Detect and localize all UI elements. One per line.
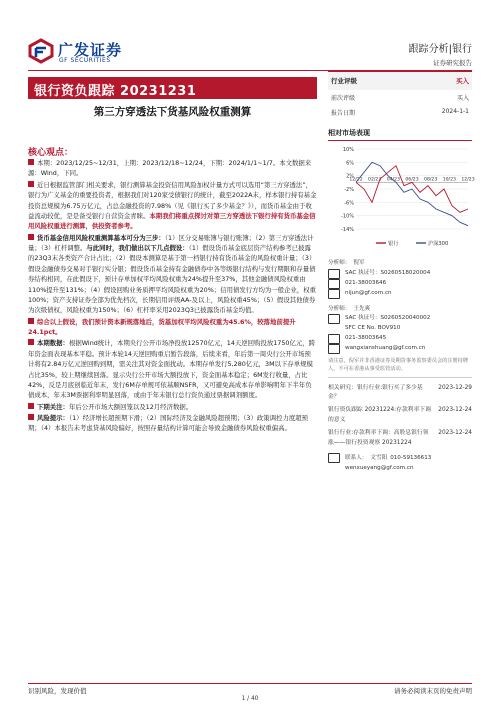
related-date: 2023-12-24: [438, 429, 472, 436]
paragraph-text: （1）区分交易账簿与银行账簿；（2）第三方穿透法计量；（3）杠杆调整。: [28, 233, 314, 252]
report-date-value: 2024-1-1: [441, 108, 469, 115]
y-tick-label: -6%: [344, 200, 354, 207]
chart-svg: [328, 143, 475, 253]
report-date-label: 报告日期: [331, 110, 356, 117]
email-icon: [328, 289, 340, 299]
analyst-sac-row: [328, 314, 472, 324]
analyst-sac: SAC 执证号：S0260520040002: [345, 315, 431, 322]
series-line-沪深300: [356, 162, 468, 225]
y-tick-label: 2%: [346, 173, 354, 180]
contact-name: 文雪阳: [370, 454, 388, 461]
related-label: 相关研究：: [328, 384, 357, 391]
analyst-role: 分析师：: [328, 305, 351, 312]
id-card-icon: [328, 314, 340, 324]
paragraph: [28, 158, 317, 179]
blank-icon: [328, 324, 340, 334]
contact-name-row: [328, 453, 472, 463]
paragraph: [28, 338, 317, 400]
prev-rating-row: [328, 90, 472, 105]
contact-block: [328, 453, 472, 473]
contact-phone: 010-59136613: [390, 454, 432, 461]
paragraph: [28, 317, 317, 338]
highlight-text: 综合以上假设，我们预计资本新规落地后，货基加权平均风险权重为45.6%，较落地前提升24.1pct。: [28, 317, 296, 336]
x-tick-label: 02/23: [368, 177, 382, 183]
analyst-sac-row: [328, 269, 472, 279]
core-views-heading: 核心观点：: [28, 148, 74, 158]
x-tick-label: 06/23: [405, 177, 419, 183]
related-date: 2023-12-29: [438, 384, 472, 391]
contact-email-row[interactable]: [328, 463, 472, 473]
analyst-name: 倪军: [353, 260, 365, 266]
gf-logo-icon: [28, 38, 54, 64]
contact-email[interactable]: wenxueyang@gf.com.cn: [345, 464, 414, 471]
x-tick-label: 10/23: [442, 177, 456, 183]
bullet-icon: [28, 414, 34, 420]
person-icon: [328, 453, 340, 463]
related-item[interactable]: [328, 384, 472, 404]
page-number: 1 / 40: [241, 696, 259, 702]
paragraph-text: 本期：2023/12/25~12/31，上期：2023/12/18~12/24，下期：2024/1/1~1/7。本文数据来源：Wind，下同。: [28, 159, 312, 178]
email-icon: [328, 344, 340, 354]
paragraph-text: 近日根据监管部门相关要求，银行测算基金投资信用风险加权计量方式可以选用“第三方穿透法”，银行为广义基金的重要投资者，根据我们对120家受债银行的统计，截至2022A末，样本银行持有基金投资总规模为6.75万亿元，占总金融投资的7.98%（见《银行买了多少基金？》），而货币基金由于收益流动较优，是是备受银行自营资金青睐。: [28, 180, 317, 220]
related-title[interactable]: 银行资负跟踪 20231224:存款利率下调的意义: [328, 407, 431, 424]
blank-icon: [328, 463, 340, 473]
analyst-sac: SAC 执证号：S0260518020004: [345, 269, 431, 276]
y-tick-label: 10%: [342, 147, 354, 153]
analyst-name-row: [328, 305, 472, 315]
logo: [28, 38, 138, 66]
main-content: [28, 158, 317, 435]
analyst-sfc-row: [328, 324, 472, 334]
analyst-phone-row: [328, 334, 472, 344]
analyst-sfc: SFC CE No. BOV910: [345, 325, 401, 332]
paragraph-text: 根据Wind统计，本期央行公开市场净投放12570亿元，14天逆回购投放1750亿元，跨年资金面表现基本平稳。预计本轮14天逆回购重启暂告段落，后续来看，年后第一周央行公开市场预计将有2.84万亿元逆回购到期，需关注其对资金面扰动。本期存单发行5,280亿元，3M以下存单规模占比35%，较上期继续回落。显示央行公开市场大额投放下，资金面基本稳定；6M发行收量，占比42%，反是月底创临近年末，发行6M存单规可依基顺NSFR，又可避免高成本存单影响明年下半年负债成本，年末3M票据利率明显回落，或由于年末银行总行资负通过票据调剂额度。: [28, 339, 316, 400]
analyst-phone: 021-38003646: [345, 279, 387, 286]
legend-label: 银行: [388, 241, 399, 247]
rating-box: [328, 70, 472, 90]
bullet-icon: [28, 403, 34, 409]
phone-icon: [328, 334, 340, 344]
bold-text: 下期关注：: [37, 402, 69, 411]
bold-text: 风险提示：: [37, 414, 69, 422]
report-subtitle: 第三方穿透法下货基风险权重测算: [93, 106, 252, 118]
report-title: 银行资负跟踪 20231231: [34, 84, 197, 99]
y-tick-label: 6%: [346, 160, 354, 167]
paragraph-text: （1）假设货币基金底层资产结构参考已披露的23Q3末各类资产合计占比；（2）假设本测算是基于第一档银行持有货币基金的风险权重计量；（3）假设金融债券交易对手银行实分银；假设货币基金持有金融债券中各等级银行结构与发行期限和存量债券结构相同，在此假设下，预计存单加权平均风险权重为24%提升至37%，其他金融债风险权重由110%提升至131%；（4）假设回购业务质押平均风险权重为20%；信用债发行方均为一般企业，权重100%；资产支持证券全部为优先档次，长期信用评级AA-及以上，风险权重45%；（5）假设其他债券为次级债权，风险权重为150%；（6）杠杆率采用2023Q3已披露货币基金均值。: [28, 244, 317, 315]
footer-disclaimer: 请务必阅读末页的免责声明: [394, 687, 472, 695]
analyst-email-row[interactable]: [328, 344, 472, 354]
sidebar: [328, 70, 475, 473]
bullet-icon: [28, 318, 34, 324]
rating-value: 买入: [456, 77, 469, 85]
rating-row: [331, 76, 469, 85]
analyst-disclaimer: 请注意，倪军并非香港证券及期货事务监察委员会的注册持牌人，不可在香港从事受监管活动。: [328, 358, 472, 378]
relative-performance-chart: [328, 143, 475, 253]
contact-label: 联系人：: [345, 454, 368, 461]
legend-label: 沪深300: [428, 241, 449, 247]
footer-divider: [28, 683, 472, 684]
analyst-block: [328, 305, 472, 355]
paragraph-text: （1）经济增长超预期下滑；（2）国际经济及金融风险超预期；（3）政策调控力度超预期；（4）本报告未考虑贷基风险偏好，按照存量结构计算可能会导致金融债券风险权重偏高。: [28, 414, 309, 433]
bold-text: 货币基金信用风险权重测算基本可分为三步：: [37, 233, 165, 242]
analyst-phone-row: [328, 279, 472, 289]
analyst-email-row[interactable]: [328, 289, 472, 299]
related-item[interactable]: [328, 429, 472, 449]
phone-icon: [328, 279, 340, 289]
x-tick-label: 08/23: [424, 177, 438, 183]
paragraph: [28, 180, 317, 232]
paragraph: [28, 402, 317, 412]
footer-slogan: 识别风险，发现价值: [28, 687, 87, 695]
bold-text: 本期数据：: [37, 339, 69, 348]
prev-rating-label: 前次评级: [331, 95, 356, 102]
logo-text: 广发证券: [58, 41, 123, 59]
related-research: [328, 384, 472, 449]
related-title[interactable]: 银行行业:存款利率下调：高股息银行领涨——银行投资观察 20231224: [328, 429, 429, 446]
y-tick-label: -2%: [344, 187, 354, 193]
x-tick-label: 12/23: [461, 177, 475, 183]
analyst-block: [328, 259, 472, 299]
analyst-name-row: [328, 259, 472, 269]
related-date: 2023-12-24: [438, 407, 472, 414]
id-card-icon: [328, 269, 340, 279]
analyst-email[interactable]: nijun@gf.com.cn: [345, 289, 392, 296]
bullet-icon: [28, 339, 34, 345]
analyst-email[interactable]: wangxianshuang@gf.com.cn: [345, 345, 426, 352]
related-item[interactable]: [328, 406, 472, 426]
chart-heading: 相对市场表现: [328, 128, 472, 141]
x-tick-label: 12/22: [349, 177, 363, 183]
related-title[interactable]: 银行行业:银行买了多少基金？: [328, 384, 423, 401]
bold-text: 与此同时，我们做出以下几点假设：: [86, 244, 189, 252]
report-type: 证券研究报告: [433, 59, 472, 67]
highlight-text: 本期我们将重点探讨对第三方穿透法下银行持有货币基金信用风险权重进行测算，供投资者参考。: [28, 211, 316, 231]
analyst-role: 分析师：: [328, 260, 351, 266]
analyst-phone: 021-38003645: [345, 335, 387, 342]
paragraph: [28, 413, 317, 434]
header-right: [409, 40, 472, 67]
y-tick-label: -10%: [341, 213, 354, 220]
report-category: 跟踪分析|银行: [408, 44, 472, 55]
paragraph: [28, 233, 317, 316]
paragraph-text: 年后公开市场大额回笼以及12月经济数据。: [68, 402, 193, 411]
bullet-icon: [28, 181, 34, 187]
title-bar: [28, 77, 317, 99]
x-tick-label: 04/23: [386, 177, 400, 183]
y-tick-label: -14%: [341, 227, 354, 233]
bullet-icon: [28, 159, 34, 165]
prev-rating-value: 买入: [456, 95, 469, 102]
analyst-name: 王先爽: [353, 305, 371, 312]
logo-subtext: GF SECURITIES: [59, 57, 111, 64]
rating-label: 行业评级: [331, 77, 357, 85]
bullet-icon: [28, 234, 34, 240]
report-date-row: [328, 105, 472, 120]
